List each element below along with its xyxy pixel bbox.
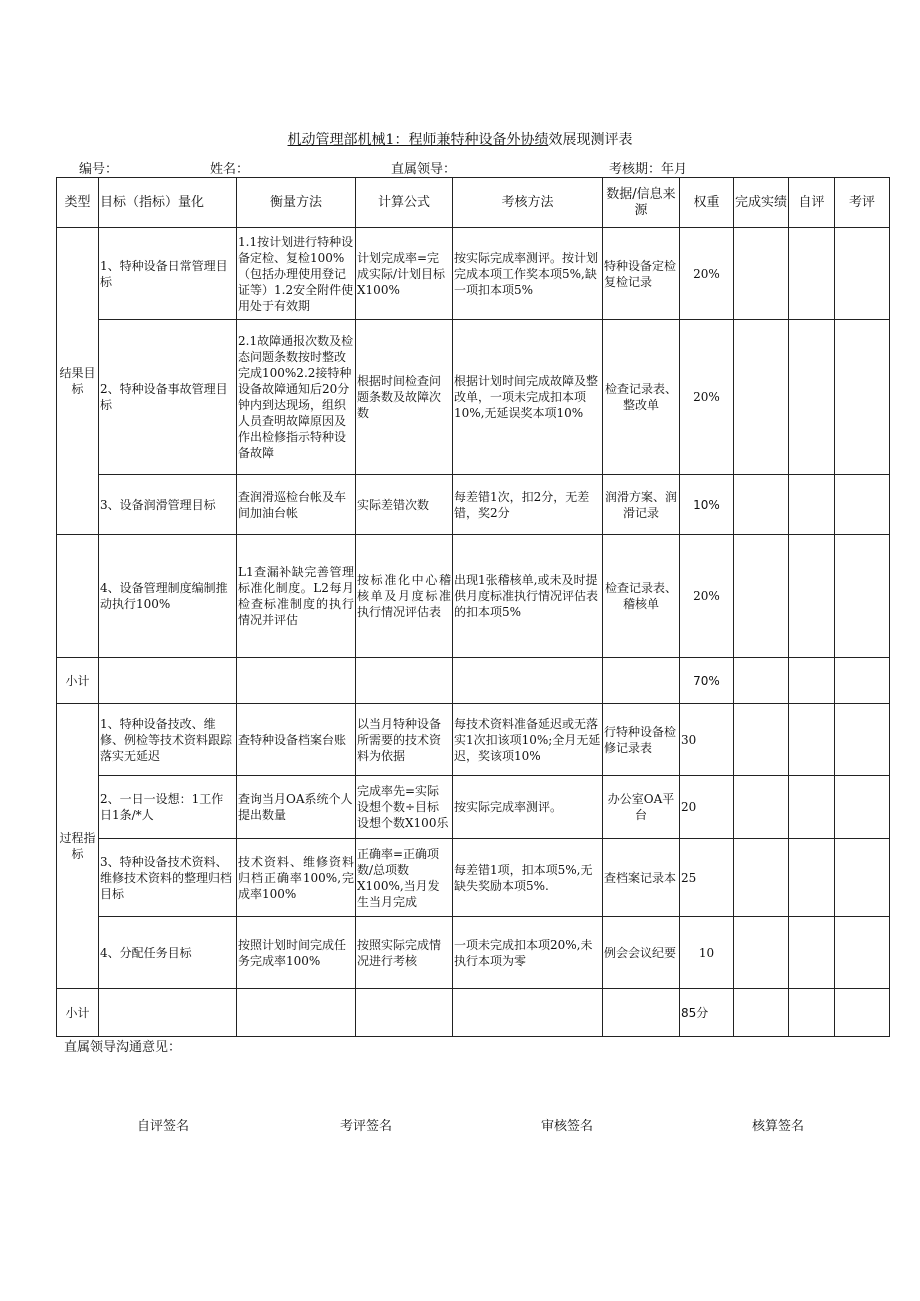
actual-cell xyxy=(734,475,789,535)
header-source: 数据/信息来源 xyxy=(603,178,680,228)
source-cell: 特种设备定检复检记录 xyxy=(603,228,680,320)
subtotal-weight: 70% xyxy=(680,658,734,704)
table-row xyxy=(57,228,890,320)
table-row xyxy=(57,320,890,475)
assess-cell: 根据计划时间完成故障及整改单，一项未完成扣本项10%,无延误奖本项10% xyxy=(453,320,603,475)
evaluation-table xyxy=(56,177,890,1037)
subtotal-row xyxy=(57,658,890,704)
actual-cell xyxy=(734,917,789,989)
review-signature-label: 考评签名 xyxy=(340,1119,393,1134)
table-row xyxy=(57,917,890,989)
header-review: 考评 xyxy=(835,178,890,228)
target-cell: 1、特种设备技改、维修、例检等技术资料跟踪落实无延迟 xyxy=(99,704,237,776)
target-cell: 2、一日一设想：1工作日1条/*人 xyxy=(99,776,237,839)
weight-cell: 30 xyxy=(680,704,734,776)
name-label: 姓名： xyxy=(210,162,250,177)
self-cell xyxy=(789,475,835,535)
formula-cell: 按照实际完成情况进行考核 xyxy=(356,917,453,989)
table-row xyxy=(57,475,890,535)
weight-cell: 20 xyxy=(680,776,734,839)
header-target: 目标（指标）量化 xyxy=(99,178,237,228)
empty-type-cell xyxy=(57,535,99,658)
section-result: 结果目标 xyxy=(57,228,99,535)
weight-cell: 20% xyxy=(680,535,734,658)
calc-signature-label: 核算签名 xyxy=(752,1119,805,1134)
header-weight: 权重 xyxy=(680,178,734,228)
method-cell: 按照计划时间完成任务完成率100% xyxy=(237,917,356,989)
table-row xyxy=(57,704,890,776)
method-cell: 2.1故障通报次数及检态问题条数按时整改完成100%2.2接特种设备故障通知后20分钟内到达现场，组织人员查明故障原因及作出检修指示特种设备故障 xyxy=(237,320,356,475)
assess-cell: 一项未完成扣本项20%,未执行本项为零 xyxy=(453,917,603,989)
subtotal-row xyxy=(57,989,890,1037)
assess-cell: 按实际完成率测评。按计划完成本项工作奖本项5%,缺一项扣本项5% xyxy=(453,228,603,320)
review-cell xyxy=(835,475,890,535)
method-cell: 技术资料、维修资料归档正确率100%,完成率100% xyxy=(237,839,356,917)
header-formula: 计算公式 xyxy=(356,178,453,228)
self-cell xyxy=(789,776,835,839)
assess-cell: 每技术资料准备延迟或无落实1次扣该项10%;全月无延迟，奖该项10% xyxy=(453,704,603,776)
source-cell: 行特种设备检修记录表 xyxy=(603,704,680,776)
target-cell: 1、特种设备日常管理目标 xyxy=(99,228,237,320)
section-process: 过程指标 xyxy=(57,704,99,989)
weight-cell: 10 xyxy=(680,917,734,989)
source-cell: 办公室OA平台 xyxy=(603,776,680,839)
self-cell xyxy=(789,535,835,658)
header-self: 自评 xyxy=(789,178,835,228)
header-assess: 考核方法 xyxy=(453,178,603,228)
review-cell xyxy=(835,535,890,658)
formula-cell: 正确率=正确项数/总项数X100%,当月发生当月完成 xyxy=(356,839,453,917)
assess-cell: 每差错1次，扣2分，无差错，奖2分 xyxy=(453,475,603,535)
review-cell xyxy=(835,320,890,475)
leader-label: 直属领导： xyxy=(391,162,457,177)
header-type: 类型 xyxy=(57,178,99,228)
assess-cell: 每差错1项，扣本项5%,无缺失奖励本项5%. xyxy=(453,839,603,917)
self-cell xyxy=(789,839,835,917)
assess-cell: 出现1张稽核单,或未及时提供月度标准执行情况评估表的扣本项5% xyxy=(453,535,603,658)
target-cell: 4、设备管理制度编制推动执行100% xyxy=(99,535,237,658)
self-cell xyxy=(789,704,835,776)
target-cell: 3、设备润滑管理目标 xyxy=(99,475,237,535)
subtotal-label: 小计 xyxy=(57,989,99,1037)
actual-cell xyxy=(734,776,789,839)
review-cell xyxy=(835,839,890,917)
review-cell xyxy=(835,917,890,989)
formula-cell: 完成率先=实际设想个数÷目标设想个数X100乐 xyxy=(356,776,453,839)
self-cell xyxy=(789,917,835,989)
method-cell: 查特种设备档案台账 xyxy=(237,704,356,776)
header-actual: 完成实绩 xyxy=(734,178,789,228)
source-cell: 例会会议纪要 xyxy=(603,917,680,989)
method-cell: 1.1按计划进行特种设备定检、复检100%（包括办理使用登记证等）1.2安全附件使用处于有效期 xyxy=(237,228,356,320)
table-row xyxy=(57,839,890,917)
weight-cell: 10% xyxy=(680,475,734,535)
self-cell xyxy=(789,228,835,320)
source-cell: 查档案记录本 xyxy=(603,839,680,917)
number-label: 编号： xyxy=(79,162,119,177)
source-cell: 检查记录表、整改单 xyxy=(603,320,680,475)
target-cell: 3、特种设备技术资料、维修技术资料的整理归档目标 xyxy=(99,839,237,917)
header-method: 衡量方法 xyxy=(237,178,356,228)
leader-comment-label: 直属领导沟通意见： xyxy=(64,1040,182,1055)
source-cell: 检查记录表、稽核单 xyxy=(603,535,680,658)
target-cell: 2、特种设备事故管理目标 xyxy=(99,320,237,475)
formula-cell: 按标准化中心稽核单及月度标准执行情况评估表 xyxy=(356,535,453,658)
title-underlined: 机动管理部机械1：程师兼特种设备外协绩 xyxy=(287,132,549,148)
assess-cell: 按实际完成率测评。 xyxy=(453,776,603,839)
formula-cell: 以当月特种设备所需要的技术资料为依据 xyxy=(356,704,453,776)
table-row xyxy=(57,535,890,658)
audit-signature-label: 审核签名 xyxy=(541,1119,594,1134)
header-row xyxy=(57,178,890,228)
actual-cell xyxy=(734,228,789,320)
page-title xyxy=(0,129,920,149)
review-cell xyxy=(835,228,890,320)
actual-cell xyxy=(734,704,789,776)
formula-cell: 实际差错次数 xyxy=(356,475,453,535)
formula-cell: 根据时间检查问题条数及故障次数 xyxy=(356,320,453,475)
actual-cell xyxy=(734,320,789,475)
actual-cell xyxy=(734,535,789,658)
subtotal-label: 小计 xyxy=(57,658,99,704)
target-cell: 4、分配任务目标 xyxy=(99,917,237,989)
method-cell: 查润滑巡检台帐及车间加油台帐 xyxy=(237,475,356,535)
method-cell: L1查漏补缺完善管理标准化制度。L2每月检查标准制度的执行情况并评估 xyxy=(237,535,356,658)
weight-cell: 20% xyxy=(680,228,734,320)
self-cell xyxy=(789,320,835,475)
review-cell xyxy=(835,776,890,839)
formula-cell: 计划完成率=完成实际/计划目标X100% xyxy=(356,228,453,320)
period-label: 考核期：年月 xyxy=(609,162,688,177)
review-cell xyxy=(835,704,890,776)
subtotal-weight: 85分 xyxy=(680,989,734,1037)
actual-cell xyxy=(734,839,789,917)
source-cell: 润滑方案、润滑记录 xyxy=(603,475,680,535)
table-row xyxy=(57,776,890,839)
weight-cell: 25 xyxy=(680,839,734,917)
weight-cell: 20% xyxy=(680,320,734,475)
title-rest: 效展现测评表 xyxy=(548,132,633,148)
method-cell: 查询当月OA系统个人提出数量 xyxy=(237,776,356,839)
self-signature-label: 自评签名 xyxy=(137,1119,190,1134)
